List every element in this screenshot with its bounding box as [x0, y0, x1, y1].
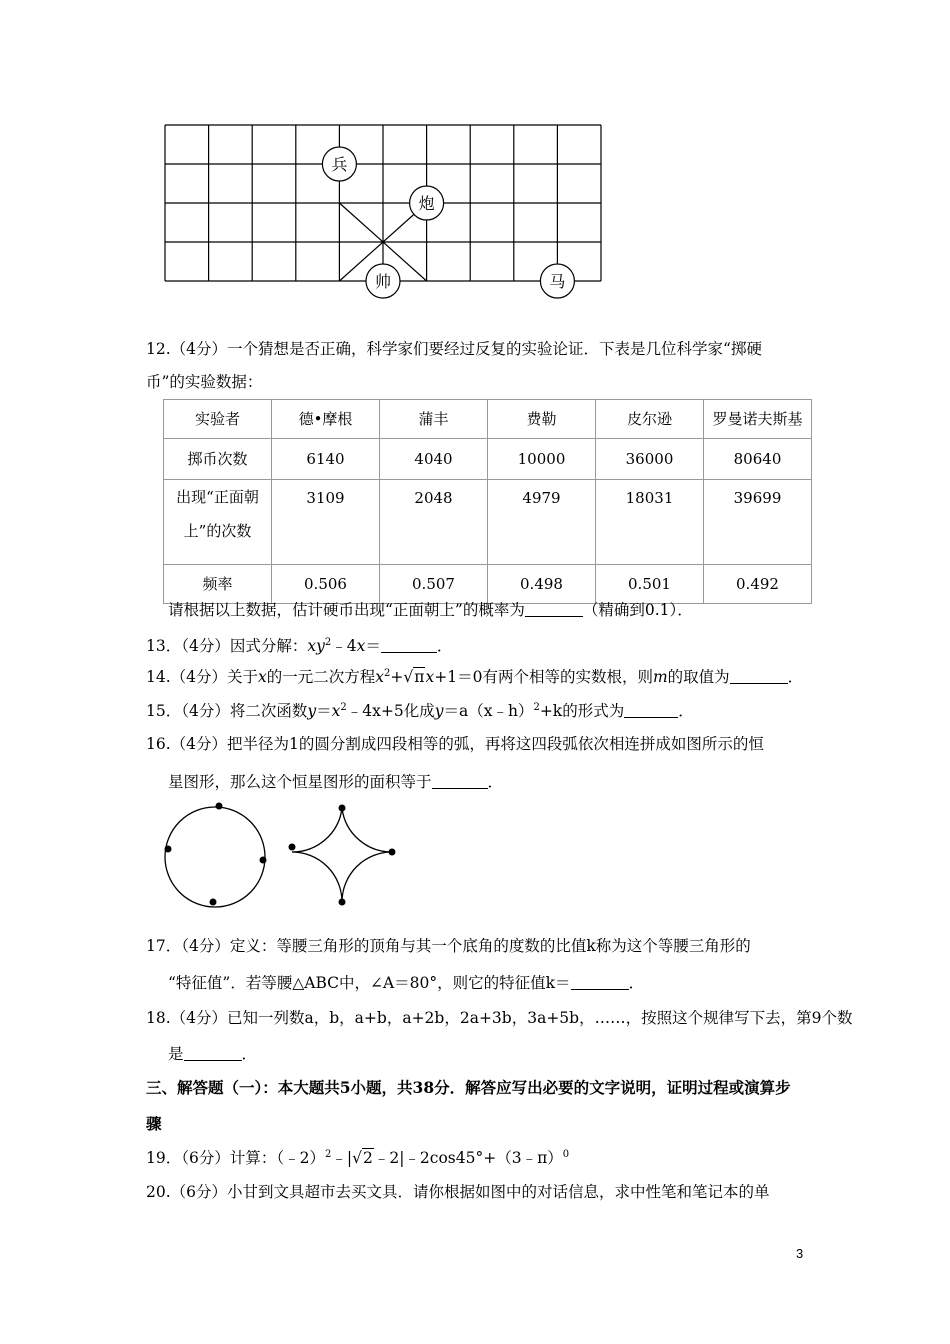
- header-cell: 蒲丰: [380, 400, 488, 439]
- q14-text: 的取值为: [667, 668, 730, 686]
- circle-star-figure: [160, 795, 410, 915]
- row-label-line: 上”的次数: [183, 522, 252, 540]
- q15-text: ＝a（x﹣h）: [443, 702, 534, 720]
- q14-text: 的一元二次方程: [266, 668, 376, 686]
- q17-text: “特征值”．若等腰△ABC中，∠A＝80°，则它的特征值k＝: [168, 974, 571, 992]
- row-label: [164, 480, 272, 565]
- q14-var: x: [258, 668, 267, 686]
- cell: 6140: [272, 439, 380, 480]
- cell: 0.498: [488, 565, 596, 604]
- answer-blank: [525, 602, 583, 617]
- header-cell: 费勒: [488, 400, 596, 439]
- section3-line2: 骤: [146, 1114, 162, 1133]
- cell: 80640: [704, 439, 812, 480]
- circle-shape: [165, 807, 265, 907]
- q18-suffix: ．: [241, 1045, 258, 1063]
- q12-text: （精确到0.1）．: [582, 601, 693, 619]
- q14: [146, 667, 803, 687]
- q19-exp: 2: [324, 1149, 332, 1160]
- q13: [146, 636, 452, 656]
- q14-var: x: [425, 668, 435, 686]
- header-cell: 德•摩根: [272, 400, 380, 439]
- answer-blank: [571, 975, 629, 990]
- header-cell: 实验者: [164, 400, 272, 439]
- q18-line1: 18.（4分）已知一列数a，b，a+b，a+2b，2a+3b，3a+5b，……，按照这个规律写下去，第9个数: [146, 1009, 853, 1027]
- sqrt-symbol: √2: [352, 1149, 373, 1167]
- q13-exp: 2: [324, 637, 332, 648]
- cell: 0.507: [380, 565, 488, 604]
- q20-line1: 20.（6分）小甘到文具超市去买文具．请你根据如图中的对话信息，求中性笔和笔记本的单: [146, 1183, 770, 1201]
- q14-suffix: ．: [787, 668, 804, 686]
- q13-prefix: 13．（4分）因式分解：: [146, 637, 308, 655]
- q16-suffix: ．: [487, 773, 504, 791]
- q15-text: 15．（4分）将二次函数: [146, 702, 308, 720]
- cell: 39699: [704, 480, 812, 565]
- cell: 10000: [488, 439, 596, 480]
- answer-blank: [730, 669, 788, 684]
- row-label: 掷币次数: [164, 439, 272, 480]
- answer-blank: [184, 1046, 242, 1061]
- q15-suffix: ．: [678, 702, 694, 720]
- q19: [146, 1148, 569, 1168]
- board-grid: [165, 125, 601, 281]
- q15-exp: 2: [340, 702, 347, 713]
- q14-text: +1＝0有两个相等的实数根，则: [434, 668, 653, 686]
- sqrt-symbol: √π: [403, 668, 425, 686]
- star-shape: [292, 808, 392, 902]
- q14-radicand: π: [414, 668, 425, 686]
- cell: 2048: [380, 480, 488, 565]
- q14-text: +: [390, 668, 404, 686]
- header-cell: 皮尔逊: [596, 400, 704, 439]
- q15-var: x: [331, 702, 341, 720]
- q16-text: 星图形，那么这个恒星图形的面积等于: [168, 773, 432, 791]
- q14-var: m: [652, 668, 668, 686]
- q19-text: 19．（6分）计算：（﹣2）: [146, 1149, 325, 1167]
- cell: 0.501: [596, 565, 704, 604]
- q15-var: y: [434, 702, 444, 720]
- star-point: [289, 844, 296, 851]
- section3-line1: 三、解答题（一）：本大题共5小题，共38分．解答应写出必要的文字说明，证明过程或演算步: [146, 1078, 791, 1097]
- cell: 4040: [380, 439, 488, 480]
- q13-expr: xy: [307, 637, 325, 655]
- page-number: 3: [796, 1246, 804, 1261]
- q14-text: 14.（4分）关于: [146, 668, 259, 686]
- cell: 18031: [596, 480, 704, 565]
- q15-text: +k: [539, 702, 563, 720]
- piece-label: 炮: [418, 194, 435, 213]
- q15-text: 的形式为: [562, 702, 625, 720]
- q12-line1: 12.（4分）一个猜想是否正确，科学家们要经过反复的实验论证．下表是几位科学家“掷硬: [146, 340, 762, 358]
- chess-piece-shuai: [366, 264, 400, 298]
- q17-line1: 17．（4分）定义：等腰三角形的顶角与其一个底角的度数的比值k称为这个等腰三角形的: [146, 937, 751, 955]
- board-pieces: [322, 147, 574, 298]
- answer-blank: [624, 703, 678, 718]
- cell: 0.506: [272, 565, 380, 604]
- q18-text: 是: [168, 1045, 184, 1063]
- row-label: 频率: [164, 565, 272, 604]
- header-cell: 罗曼诺夫斯基: [704, 400, 812, 439]
- q19-text: ﹣|: [331, 1149, 353, 1167]
- q13-expr: ﹣4: [331, 637, 357, 655]
- q19-radicand: 2: [362, 1149, 373, 1167]
- q15: [146, 701, 694, 721]
- star-point: [339, 899, 346, 906]
- star-point: [339, 805, 346, 812]
- q13-suffix: ．: [436, 637, 453, 655]
- circle-point: [216, 803, 223, 810]
- cell: 36000: [596, 439, 704, 480]
- piece-label: 兵: [331, 155, 348, 174]
- q18-line2: [168, 1044, 257, 1064]
- row-label-line: 出现“正面朝: [176, 488, 259, 506]
- q19-text: ﹣2|﹣2cos45°+（3﹣π）: [373, 1149, 563, 1167]
- q12-line2: 币”的实验数据：: [146, 373, 263, 391]
- answer-blank: [432, 774, 488, 789]
- cell: 3109: [272, 480, 380, 565]
- circle-point: [210, 899, 217, 906]
- coin-toss-table: [163, 399, 812, 604]
- chess-board-figure: [150, 115, 620, 305]
- star-point: [389, 849, 396, 856]
- chess-piece-bing: [322, 147, 356, 181]
- circle-point: [165, 846, 172, 853]
- q14-var: x: [375, 668, 385, 686]
- piece-label: 帅: [374, 272, 392, 291]
- q15-var: y: [307, 702, 317, 720]
- q15-text: ＝: [316, 702, 332, 720]
- answer-blank: [381, 638, 437, 653]
- chess-piece-ma: [540, 264, 574, 298]
- circle-point: [260, 857, 267, 864]
- q16-line2: [168, 772, 503, 792]
- q14-exp: 2: [384, 668, 391, 679]
- q17-suffix: ．: [628, 974, 645, 992]
- q15-exp: 2: [533, 702, 540, 713]
- q15-text: ﹣4x+5化成: [346, 702, 435, 720]
- q19-exp: 0: [562, 1149, 570, 1160]
- chess-piece-pao: [410, 186, 444, 220]
- q17-line2: [168, 973, 644, 993]
- q12-line3: [168, 600, 693, 620]
- cell: 4979: [488, 480, 596, 565]
- q12-text: 请根据以上数据，估计硬币出现“正面朝上”的概率为: [168, 601, 525, 619]
- q16-line1: 16.（4分）把半径为1的圆分割成四段相等的弧，再将这四段弧依次相连拼成如图所示的恒: [146, 735, 764, 753]
- cell: 0.492: [704, 565, 812, 604]
- q13-expr: x: [356, 637, 366, 655]
- piece-label: 马: [549, 272, 566, 291]
- q13-expr: ＝: [365, 637, 381, 655]
